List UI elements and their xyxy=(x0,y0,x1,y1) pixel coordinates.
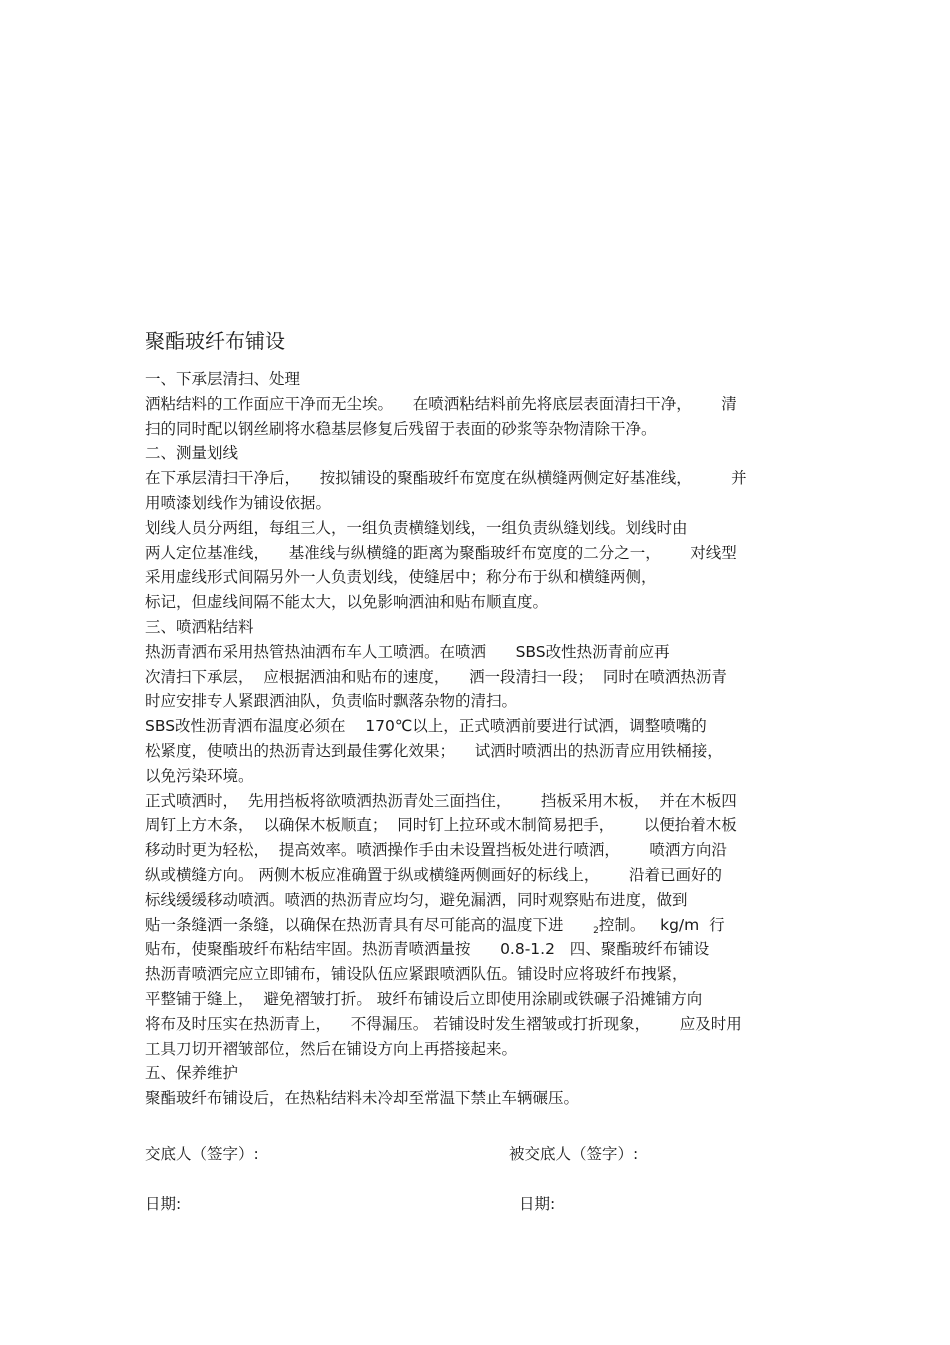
text-line: 在下承层清扫干净后， 按拟铺设的聚酯玻纤布宽度在纵横缝两侧定好基准线， 并 xyxy=(145,469,747,488)
text-line: 松紧度，使喷出的热沥青达到最佳雾化效果； 试洒时喷洒出的热沥青应用铁桶接， xyxy=(145,741,723,760)
receiver-date-label: 日期: xyxy=(519,1195,556,1213)
text-fragment: 贴一条缝洒一条缝，以确保在热沥青具有尽可能高的温度下进 xyxy=(145,915,564,934)
text-line: 周钉上方木条， 以确保木板顺直； 同时钉上拉环或木制简易把手， 以便抬着木板 xyxy=(145,816,737,835)
text-line: 工具刀切开褶皱部位，然后在铺设方向上再搭接起来。 xyxy=(145,1039,518,1058)
text-line: 以免污染环境。 xyxy=(145,766,254,785)
text-line: 用喷漆划线作为铺设依据。 xyxy=(145,493,332,512)
section-heading: 三、喷洒粘结料 xyxy=(145,617,254,636)
text-line: 热沥青洒布采用热管热油洒布车人工喷洒。在喷洒 SBS改性热沥青前应再 xyxy=(145,642,670,661)
section-heading: 二、测量划线 xyxy=(145,444,239,463)
receiver-signature-label: 被交底人（签字）: xyxy=(509,1145,639,1163)
text-line: 采用虚线形式间隔另外一人负责划线，使缝居中；称分布于纵和横缝两侧， xyxy=(145,568,657,587)
text-line: 标线缓缓移动喷洒。喷洒的热沥青应均匀，避免漏洒，同时观察贴布进度，做到 xyxy=(145,890,688,909)
text-line: 平整铺于缝上， 避免褶皱打折。 玻纤布铺设后立即使用涂刷或铁碾子沿摊铺方向 xyxy=(145,989,703,1008)
text-line: 时应安排专人紧跟洒油队，负责临时飘落杂物的清扫。 xyxy=(145,692,518,711)
text-line: 正式喷洒时， 先用挡板将欲喷洒热沥青处三面挡住， 挡板采用木板， 并在木板四 xyxy=(145,791,737,810)
text-line: 划线人员分两组，每组三人，一组负责横缝划线，一组负责纵缝划线。划线时由 xyxy=(145,518,688,537)
text-line: 移动时更为轻松， 提高效率。喷洒操作手由未设置挡板处进行喷洒， 喷洒方向沿 xyxy=(145,841,727,860)
section-heading: 五、保养维护 xyxy=(145,1064,239,1083)
text-fragment: 行 xyxy=(709,915,725,934)
unit-label: kg/m xyxy=(660,915,700,934)
text-line: 洒粘结料的工作面应干净而无尘埃。 在喷洒粘结料前先将底层表面清扫干净， 清 xyxy=(145,394,737,413)
superscript: 2 xyxy=(593,925,599,936)
section-heading: 一、下承层清扫、处理 xyxy=(145,370,301,388)
giver-signature-label: 交底人（签字）: xyxy=(145,1145,259,1163)
text-line: 贴布，使聚酯玻纤布粘结牢固。热沥青喷洒量按 0.8-1.2 四、聚酯玻纤布铺设 xyxy=(145,940,710,959)
text-line: SBS改性沥青洒布温度必须在 170℃以上，正式喷洒前要进行试洒，调整喷嘴的 xyxy=(145,717,707,736)
page-title: 聚酯玻纤布铺设 xyxy=(145,329,285,353)
text-line: 标记，但虚线间隔不能太大，以免影响洒油和贴布顺直度。 xyxy=(145,593,549,612)
text-line-composite xyxy=(145,913,810,938)
text-line: 将布及时压实在热沥青上， 不得漏压。 若铺设时发生褶皱或打折现象， 应及时用 xyxy=(145,1014,742,1033)
text-fragment: 控制。 xyxy=(598,915,646,934)
text-line: 热沥青喷洒完应立即铺布，铺设队伍应紧跟喷洒队伍。铺设时应将玻纤布拽紧， xyxy=(145,965,688,984)
giver-date-label: 日期: xyxy=(145,1195,182,1213)
text-line: 纵或横缝方向。 两侧木板应准确置于纵或横缝两侧画好的标线上， 沿着已画好的 xyxy=(145,865,722,884)
text-line: 聚酯玻纤布铺设后，在热粘结料未冷却至常温下禁止车辆碾压。 xyxy=(145,1089,580,1108)
text-line: 次清扫下承层， 应根据洒油和贴布的速度， 洒一段清扫一段； 同时在喷洒热沥青 xyxy=(145,667,727,686)
text-line: 扫的同时配以钢丝刷将水稳基层修复后残留于表面的砂浆等杂物清除干净。 xyxy=(145,419,657,438)
document-body xyxy=(145,367,810,1111)
text-line: 两人定位基准线， 基准线与纵横缝的距离为聚酯玻纤布宽度的二分之一， 对线型 xyxy=(145,543,737,562)
